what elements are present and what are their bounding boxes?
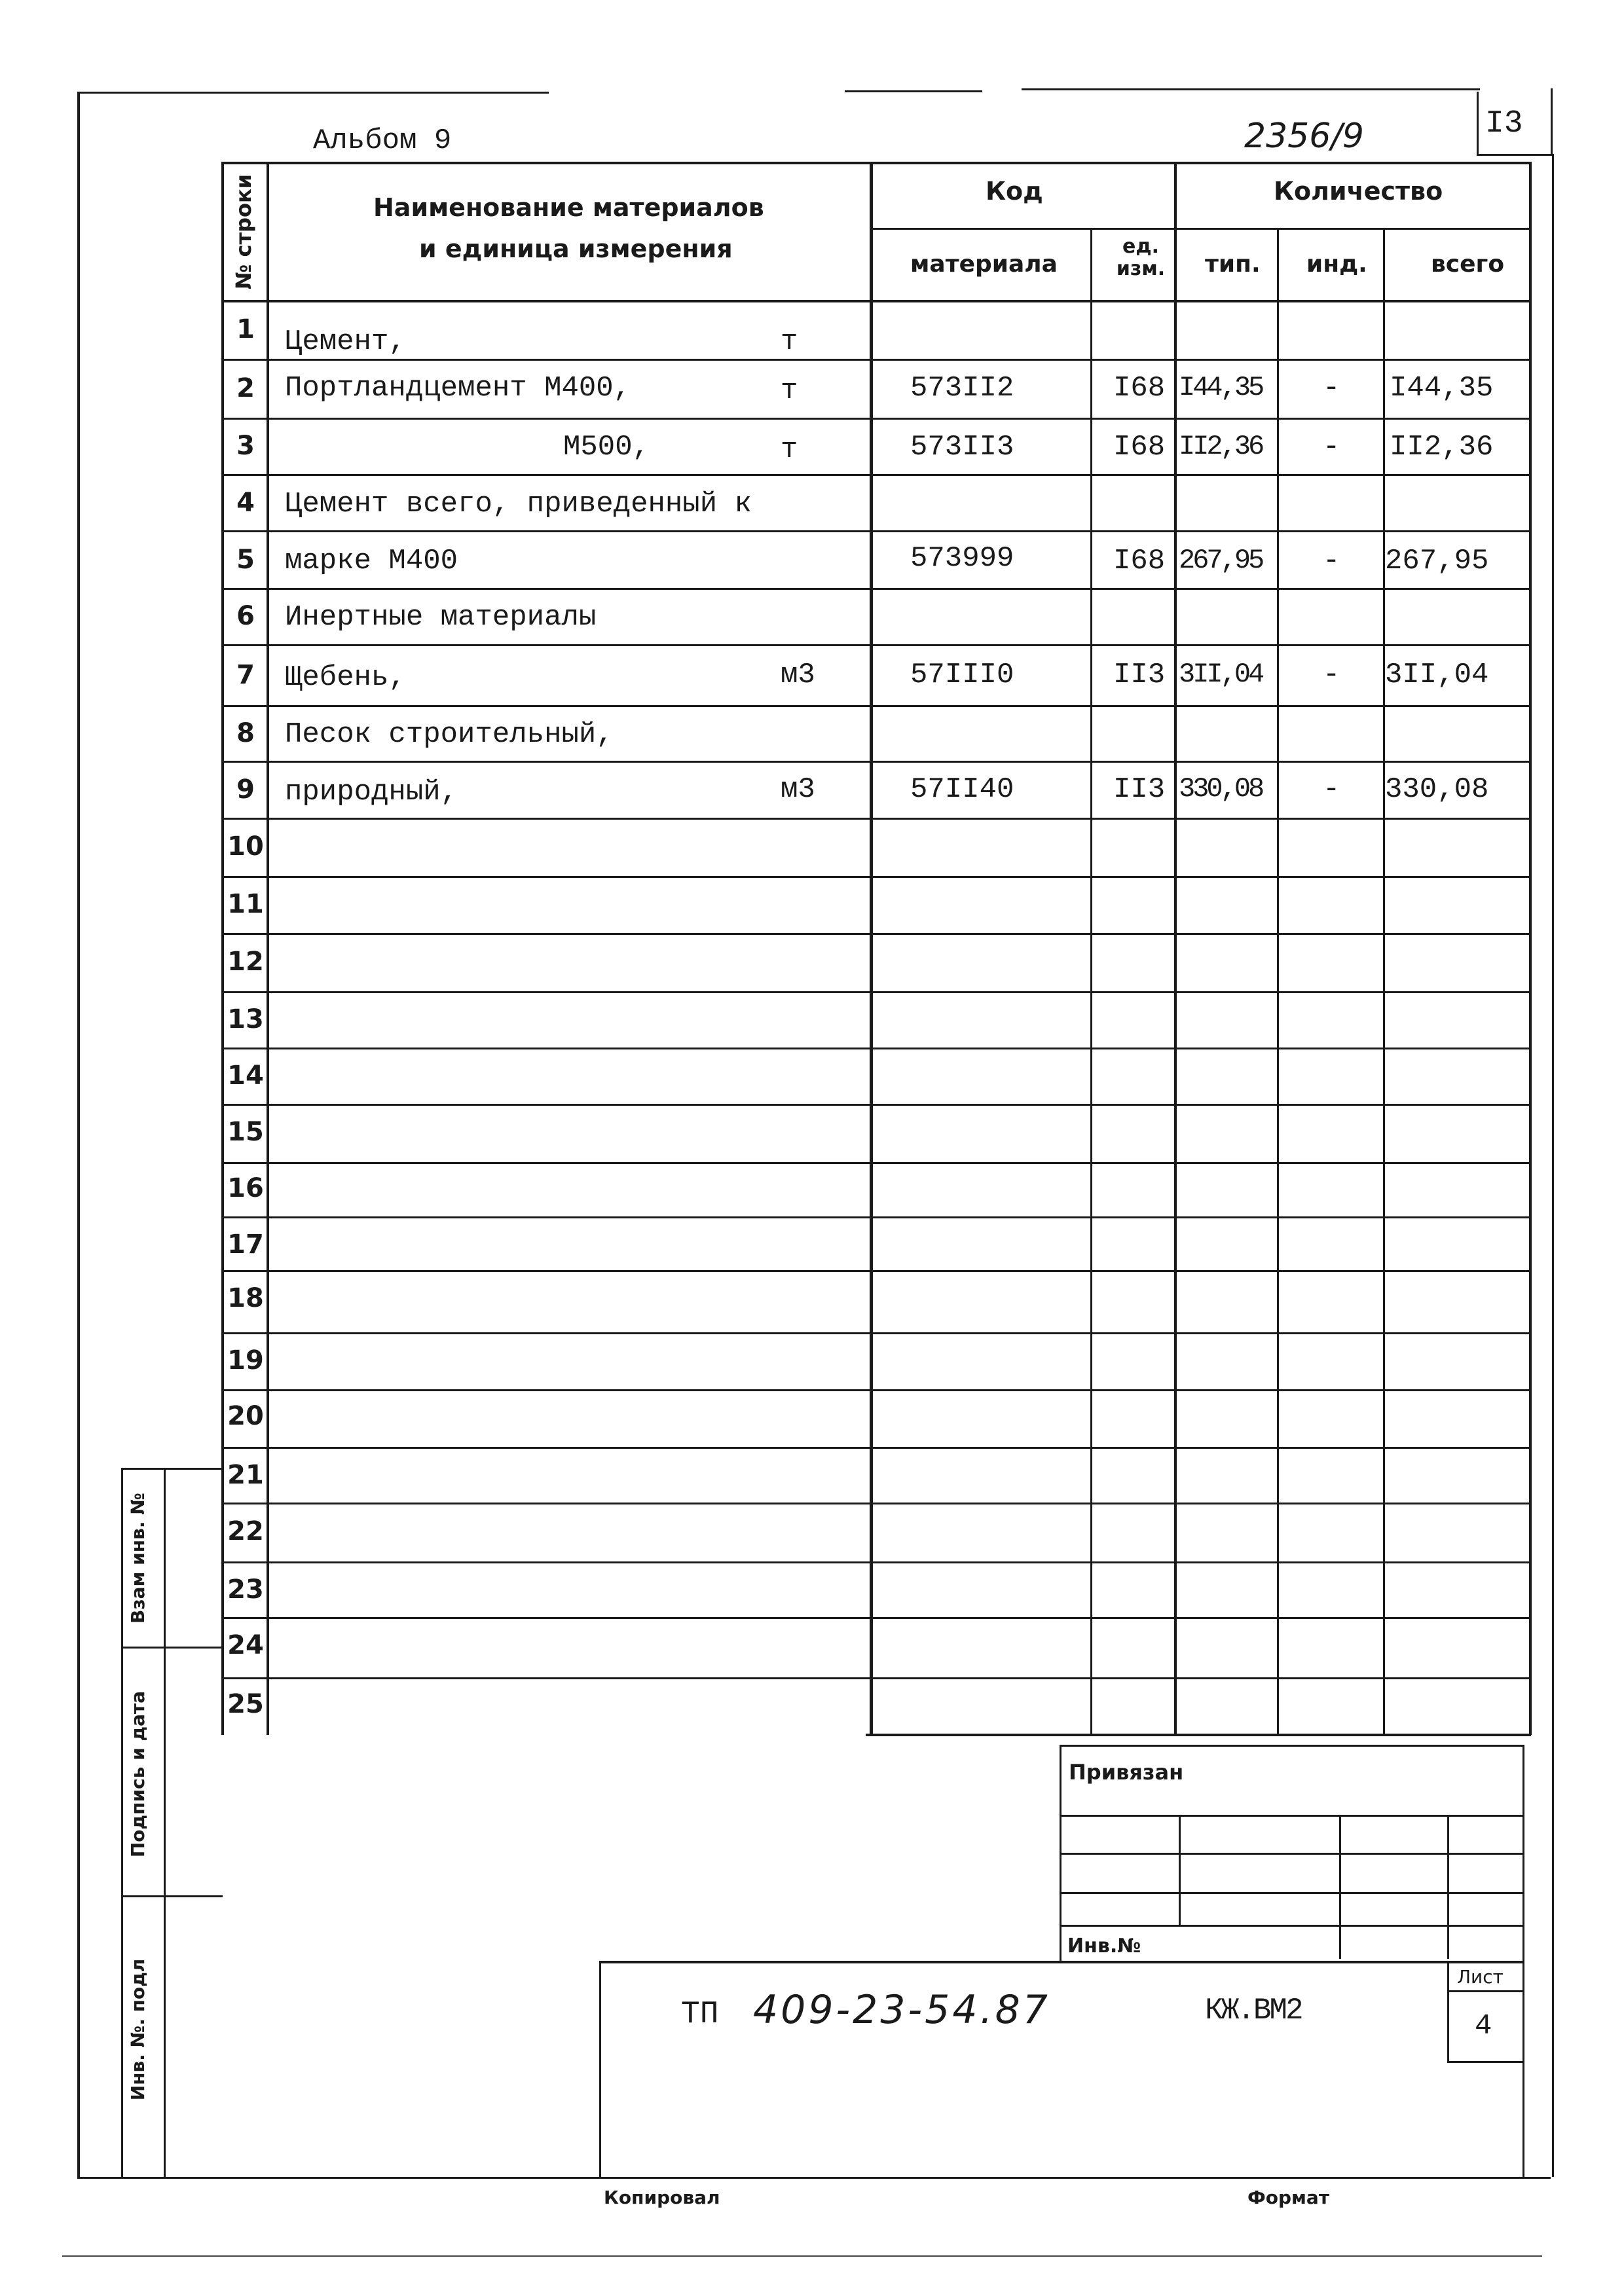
stamp-col2 (1339, 1815, 1341, 1959)
row-number: 24 (227, 1630, 264, 1660)
stamp-row3 (1060, 1892, 1524, 1894)
material-name: Инертные материалы (285, 601, 597, 634)
material-code: 57III0 (910, 659, 1014, 691)
row-line (221, 1677, 1531, 1679)
header-qty-type: тип. (1205, 251, 1261, 278)
row-number: 11 (227, 889, 264, 919)
row-line (221, 1332, 1531, 1334)
row-number: 23 (227, 1575, 264, 1605)
row-number: 7 (236, 660, 255, 690)
frame-right (1552, 154, 1554, 2177)
header-name-unit: и единица измерения (419, 234, 733, 263)
row-line (221, 818, 1531, 820)
row-number: 19 (227, 1345, 264, 1376)
col-rownum-divider (267, 162, 269, 1735)
row-number: 1 (236, 314, 255, 344)
side-strip-div2 (121, 1895, 223, 1897)
side-label-inv-podl: Инв. №. подл (127, 1958, 149, 2101)
material-unit: т (781, 325, 798, 358)
qty-total: 267,95 (1385, 545, 1489, 577)
scan-edge-bottom (62, 2255, 1542, 2257)
row-line (221, 705, 1531, 707)
row-number: 5 (236, 545, 255, 575)
bottom-block-top (599, 1961, 1524, 1963)
col-unit-divider (1174, 162, 1177, 1735)
col-name-divider (870, 162, 873, 1735)
material-name: Портландцемент М400, (285, 372, 631, 405)
stamp-doc-code: 409-23-54.87 (753, 1987, 1050, 2033)
row-line (221, 418, 1531, 420)
row-line (221, 644, 1531, 646)
corner-box-bottom (1477, 154, 1552, 156)
table-top (221, 162, 1531, 164)
row-number: 2 (236, 373, 255, 403)
row-number: 12 (227, 947, 264, 977)
page-corner-number: I3 (1485, 106, 1523, 141)
sheet-box-left (1447, 1961, 1449, 2062)
stamp-col1 (1179, 1815, 1181, 1925)
row-number: 18 (227, 1283, 264, 1313)
side-strip-left (121, 1468, 123, 2177)
frame-left (77, 93, 80, 2178)
material-code: 573II3 (910, 431, 1014, 464)
qty-type: I44,35 (1179, 372, 1263, 403)
table-subheader-line (871, 228, 1531, 230)
header-name: Наименование материалов (373, 193, 764, 222)
sheet-box-mid (1447, 1990, 1524, 1992)
row-number: 10 (227, 831, 264, 862)
row-line (221, 1048, 1531, 1049)
row-number: 3 (236, 431, 255, 461)
row-number: 8 (236, 718, 255, 748)
material-code: 573II2 (910, 372, 1014, 405)
row-line (221, 530, 1531, 532)
row-line (221, 761, 1531, 763)
qty-ind: - (1323, 659, 1340, 691)
stamp-top (1060, 1745, 1524, 1747)
row-line (221, 933, 1531, 935)
col-typ-divider (1277, 228, 1279, 1735)
unit-code: I68 (1113, 372, 1166, 405)
qty-total: II2,36 (1390, 431, 1494, 464)
footer-format: Формат (1247, 2187, 1330, 2208)
album-label: Альбом 9 (313, 124, 452, 157)
material-unit: м3 (781, 659, 815, 691)
row-number: 6 (236, 601, 255, 631)
material-name: М500, (563, 431, 650, 464)
table-bottom-cols (866, 1734, 1531, 1736)
qty-type: 267,95 (1179, 545, 1263, 576)
side-label-signature: Подпись и дата (127, 1690, 149, 1858)
qty-ind: - (1323, 372, 1340, 405)
row-number: 9 (236, 774, 255, 805)
unit-code: II3 (1113, 659, 1166, 691)
row-number: 22 (227, 1516, 264, 1546)
material-name: Цемент, (285, 325, 406, 358)
row-line (221, 1503, 1531, 1504)
row-line (221, 474, 1531, 476)
material-code: 57II40 (910, 773, 1014, 806)
header-code: Код (986, 177, 1043, 206)
row-line (221, 1216, 1531, 1218)
stamp-inv-no: Инв.№ (1067, 1935, 1141, 1958)
qty-ind: - (1323, 545, 1340, 577)
stamp-row2 (1060, 1853, 1524, 1855)
row-number: 25 (227, 1689, 264, 1719)
side-strip-div1 (121, 1647, 223, 1649)
qty-total: 3II,04 (1385, 659, 1489, 691)
row-line (221, 1270, 1531, 1272)
row-line (221, 876, 1531, 878)
row-number: 4 (236, 488, 255, 518)
bottom-block-left (599, 1961, 601, 2177)
table-right (1529, 162, 1532, 1735)
material-name: Цемент всего, приведенный к (285, 488, 752, 520)
row-line (221, 1447, 1531, 1449)
unit-code: I68 (1113, 545, 1166, 577)
row-line (221, 1561, 1531, 1563)
qty-ind: - (1323, 431, 1340, 464)
qty-type: 3II,04 (1179, 659, 1263, 690)
side-strip-mid (164, 1468, 166, 2177)
footer-copied: Копировал (604, 2187, 720, 2208)
stamp-series: КЖ.ВМ2 (1205, 1994, 1302, 2028)
sheet-box-bottom (1447, 2061, 1524, 2063)
frame-top-b (845, 90, 982, 92)
col-code-divider (1090, 228, 1092, 1735)
sheet-label: Лист (1457, 1966, 1504, 1988)
row-number: 13 (227, 1004, 264, 1034)
row-number: 21 (227, 1460, 264, 1490)
qty-type: II2,36 (1179, 431, 1263, 462)
frame-top-a (77, 92, 549, 94)
row-number: 15 (227, 1117, 264, 1147)
material-name: Песок строительный, (285, 718, 614, 751)
row-number: 14 (227, 1061, 264, 1091)
row-line (221, 1162, 1531, 1164)
side-label-vzam: Взам инв. № (127, 1493, 149, 1624)
material-unit: т (781, 433, 798, 466)
sheet-value: 4 (1475, 2010, 1492, 2043)
material-unit: т (781, 374, 798, 407)
corner-box-right (1551, 88, 1553, 154)
qty-ind: - (1323, 773, 1340, 806)
header-code-material: материала (910, 251, 1058, 278)
row-number: 16 (227, 1173, 264, 1203)
stamp-row1 (1060, 1815, 1524, 1817)
header-qty-ind: инд. (1306, 251, 1367, 278)
unit-code: I68 (1113, 431, 1166, 464)
stamp-tp: ТП (681, 1997, 719, 2032)
table-left (221, 162, 224, 1735)
frame-bottom (77, 2177, 1551, 2179)
row-number: 17 (227, 1230, 264, 1260)
col-ind-divider (1383, 228, 1385, 1735)
material-name: Щебень, (285, 661, 406, 694)
table-header-bottom (221, 300, 1531, 302)
qty-total: I44,35 (1390, 372, 1494, 405)
doc-number: 2356/9 (1244, 117, 1364, 156)
stamp-privyazan: Привязан (1069, 1760, 1184, 1785)
frame-top-c (1022, 88, 1480, 90)
row-line (221, 1104, 1531, 1106)
side-strip-top (121, 1468, 223, 1470)
material-unit: м3 (781, 773, 815, 806)
corner-box-left (1477, 92, 1479, 154)
row-line (221, 588, 1531, 590)
row-line (221, 1389, 1531, 1391)
row-line (221, 1617, 1531, 1619)
stamp-col3 (1447, 1815, 1449, 1959)
stamp-row4 (1060, 1925, 1524, 1927)
header-quantity: Количество (1274, 177, 1443, 206)
header-code-unit: ед. изм. (1116, 235, 1166, 280)
row-line (221, 991, 1531, 993)
row-number: 20 (227, 1401, 264, 1431)
qty-total: 330,08 (1385, 773, 1489, 806)
material-code: 573999 (910, 542, 1014, 575)
header-row-number: № строки (231, 173, 256, 290)
qty-type: 330,08 (1179, 773, 1263, 805)
row-line (221, 359, 1531, 361)
unit-code: II3 (1113, 773, 1166, 806)
material-name: марке М400 (285, 545, 458, 577)
header-qty-total: всего (1431, 251, 1505, 278)
material-name: природный, (285, 776, 458, 809)
